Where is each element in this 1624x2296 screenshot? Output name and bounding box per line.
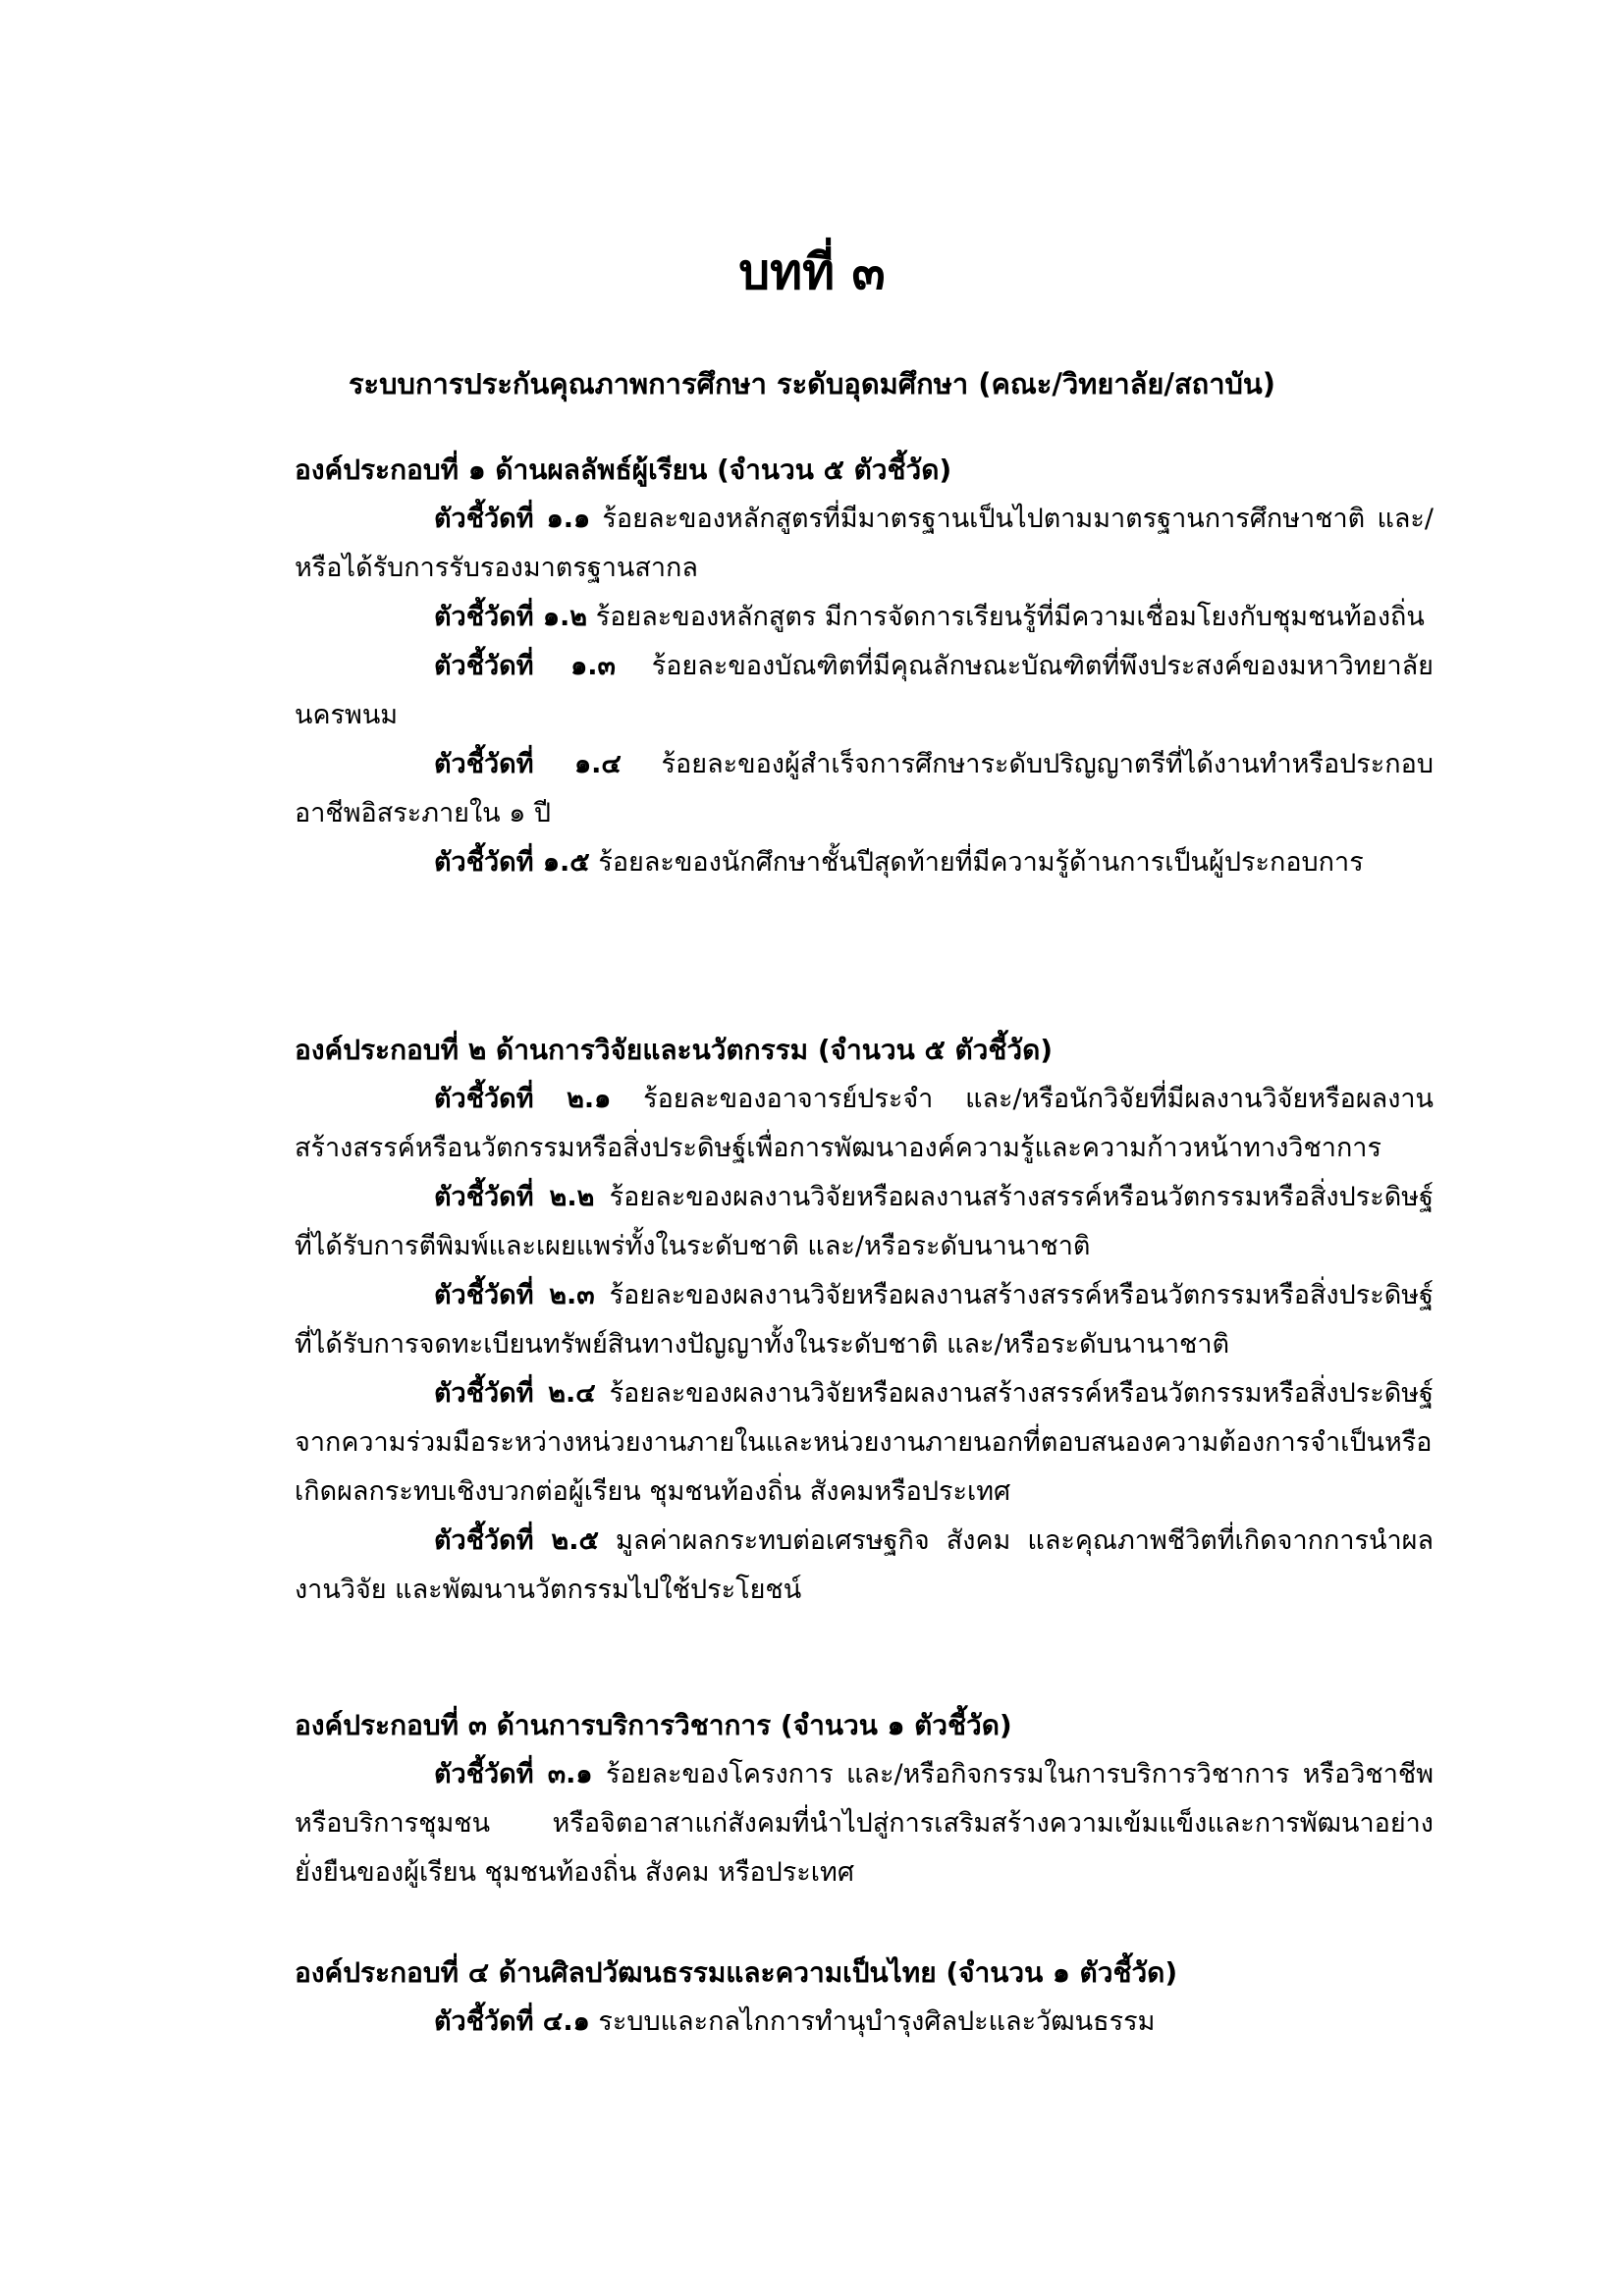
indicator-text: ร้อยละของบัณฑิตที่มีคุณลักษณะบัณฑิตที่พึงประสงค์ของมหาวิทยาลัยนครพนม xyxy=(295,651,1434,730)
indicator-label: ตัวชี้วัดที่ ๓.๑ xyxy=(434,1759,593,1789)
indicator-label: ตัวชี้วัดที่ ๑.๑ xyxy=(434,504,591,534)
indicator-text: ร้อยละของผลงานวิจัยหรือผลงานสร้างสรรค์หรือนวัตกรรมหรือสิ่งประดิษฐ์ที่ได้รับการจดทะเบียนทรัพย์สินทางปัญญาทั้งในระดับชาติ และ/หรือระดับนานาชาติ xyxy=(295,1280,1434,1360)
indicator-label: ตัวชี้วัดที่ ๑.๒ xyxy=(434,602,588,632)
indicator-item xyxy=(295,593,1434,642)
indicator-text: ร้อยละของหลักสูตรที่มีมาตรฐานเป็นไปตามมาตรฐานการศึกษาชาติ และ/หรือได้รับการรับรองมาตรฐานสากล xyxy=(295,504,1434,583)
component-heading: องค์ประกอบที่ ๑ ด้านผลลัพธ์ผู้เรียน (จำนวน ๕ ตัวชี้วัด) xyxy=(295,454,952,486)
indicator-text: ร้อยละของโครงการ และ/หรือกิจกรรมในการบริการวิชาการ หรือวิชาชีพหรือบริการชุมชน หรือจิตอาสาแก่สังคมที่นำไปสู่การเสริมสร้างความเข้มแข็งและการพัฒนาอย่างยั่งยืนของผู้เรียน ชุมชนท้องถิ่น สังคม หรือประเทศ xyxy=(295,1759,1434,1888)
indicator-text: ร้อยละของอาจารย์ประจำ และ/หรือนักวิจัยที่มีผลงานวิจัยหรือผลงานสร้างสรรค์หรือนวัตกรรมหรือสิ่งประดิษฐ์เพื่อการพัฒนาองค์ความรู้และความก้าวหน้าทางวิชาการ xyxy=(295,1084,1434,1163)
component-section-1 xyxy=(295,446,1434,887)
indicator-label: ตัวชี้วัดที่ ๒.๓ xyxy=(434,1280,595,1310)
indicator-item xyxy=(295,1517,1434,1615)
indicator-text: ร้อยละของผู้สำเร็จการศึกษาระดับปริญญาตรีที่ได้งานทำหรือประกอบอาชีพอิสระภายใน ๑ ปี xyxy=(295,749,1434,828)
indicator-item xyxy=(295,1998,1434,2047)
indicator-item xyxy=(295,642,1434,740)
indicator-text: ร้อยละของผลงานวิจัยหรือผลงานสร้างสรรค์หรือนวัตกรรมหรือสิ่งประดิษฐ์ที่ได้รับการตีพิมพ์และเผยแพร่ทั้งในระดับชาติ และ/หรือระดับนานาชาติ xyxy=(295,1182,1434,1261)
component-section-3 xyxy=(295,1701,1434,1897)
indicator-text: มูลค่าผลกระทบต่อเศรษฐกิจ สังคม และคุณภาพชีวิตที่เกิดจากการนำผลงานวิจัย และพัฒนานวัตกรรมไปใช้ประโยชน์ xyxy=(295,1525,1434,1605)
indicator-item xyxy=(295,1075,1434,1173)
indicator-text: ร้อยละของผลงานวิจัยหรือผลงานสร้างสรรค์หรือนวัตกรรมหรือสิ่งประดิษฐ์จากความร่วมมือระหว่างหน่วยงานภายในและหน่วยงานภายนอกที่ตอบสนองความต้องการจำเป็นหรือเกิดผลกระทบเชิงบวกต่อผู้เรียน ชุมชนท้องถิ่น สังคมหรือประเทศ xyxy=(295,1378,1434,1507)
indicator-item xyxy=(295,1271,1434,1369)
indicator-label: ตัวชี้วัดที่ ๒.๔ xyxy=(434,1378,596,1409)
indicator-label: ตัวชี้วัดที่ ๒.๒ xyxy=(434,1182,595,1212)
indicator-label: ตัวชี้วัดที่ ๑.๕ xyxy=(434,847,590,878)
indicator-label: ตัวชี้วัดที่ ๑.๔ xyxy=(434,749,622,779)
indicator-item xyxy=(295,1173,1434,1271)
indicator-item xyxy=(295,740,1434,838)
indicator-item xyxy=(295,1369,1434,1517)
component-section-4 xyxy=(295,1949,1434,2047)
indicator-text: ร้อยละของนักศึกษาชั้นปีสุดท้ายที่มีความรู้ด้านการเป็นผู้ประกอบการ xyxy=(598,847,1364,878)
component-heading: องค์ประกอบที่ ๔ ด้านศิลปวัฒนธรรมและความเป็นไทย (จำนวน ๑ ตัวชี้วัด) xyxy=(295,1956,1178,1989)
chapter-title: บทที่ ๓ xyxy=(738,243,886,300)
indicator-item xyxy=(295,1750,1434,1897)
indicator-text: ร้อยละของหลักสูตร มีการจัดการเรียนรู้ที่มีความเชื่อมโยงกับชุมชนท้องถิ่น xyxy=(595,602,1425,632)
indicator-item xyxy=(295,495,1434,593)
indicator-text: ระบบและกลไกการทำนุบำรุงศิลปะและวัฒนธรรม xyxy=(598,2006,1156,2037)
indicator-item xyxy=(295,838,1434,887)
indicator-label: ตัวชี้วัดที่ ๑.๓ xyxy=(434,651,616,681)
component-heading: องค์ประกอบที่ ๒ ด้านการวิจัยและนวัตกรรม (จำนวน ๕ ตัวชี้วัด) xyxy=(295,1034,1054,1066)
indicator-label: ตัวชี้วัดที่ ๔.๑ xyxy=(434,2006,590,2037)
component-heading: องค์ประกอบที่ ๓ ด้านการบริการวิชาการ (จำนวน ๑ ตัวชี้วัด) xyxy=(295,1709,1012,1741)
page-subtitle: ระบบการประกันคุณภาพการศึกษา ระดับอุดมศึกษา (คณะ/วิทยาลัย/สถาบัน) xyxy=(348,367,1276,400)
indicator-label: ตัวชี้วัดที่ ๒.๑ xyxy=(434,1084,612,1114)
component-section-2 xyxy=(295,1026,1434,1615)
indicator-label: ตัวชี้วัดที่ ๒.๕ xyxy=(434,1525,599,1556)
